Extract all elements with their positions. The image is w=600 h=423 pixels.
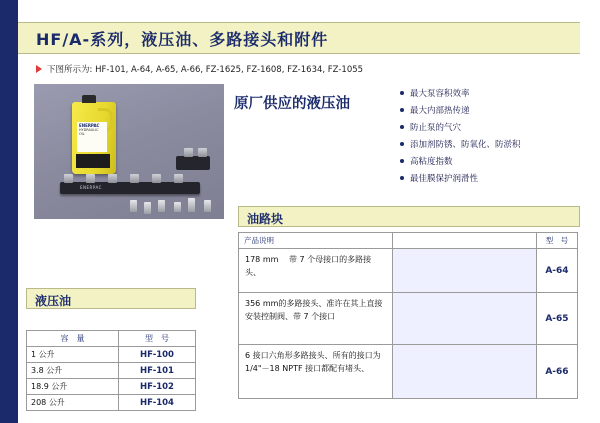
photo-port bbox=[64, 174, 73, 183]
table-row bbox=[27, 363, 196, 379]
cell-model: A-64 bbox=[536, 249, 577, 293]
photo-background bbox=[34, 84, 224, 219]
photo-fitting bbox=[158, 200, 165, 212]
cell-model: HF-102 bbox=[119, 379, 196, 395]
table-header-row bbox=[239, 233, 578, 249]
jug-cap bbox=[82, 95, 96, 103]
section-title-manifold-blocks bbox=[238, 206, 580, 227]
photo-port bbox=[86, 174, 95, 183]
section-title-label: 液压油 bbox=[35, 294, 72, 308]
photo-port bbox=[198, 148, 207, 157]
cell-capacity: 3.8 公升 bbox=[27, 363, 119, 379]
list-item-label: 防止泵的气穴 bbox=[410, 122, 462, 133]
oil-headline: 原厂供应的液压油 bbox=[234, 96, 350, 112]
table-row bbox=[239, 293, 578, 345]
cell-capacity: 1 公升 bbox=[27, 347, 119, 363]
photo-port bbox=[152, 174, 161, 183]
oil-feature-list bbox=[400, 84, 580, 186]
table-row bbox=[27, 379, 196, 395]
subtitle-row bbox=[36, 62, 576, 76]
cell-description: 178 mm 带 7 个母接口的多路接头、 bbox=[239, 249, 393, 293]
cell-capacity: 208 公升 bbox=[27, 395, 119, 411]
column-header-capacity: 容 量 bbox=[27, 331, 119, 347]
manifold-block-table bbox=[238, 232, 578, 399]
jug-label-text: HYDRAULIC OIL bbox=[79, 128, 99, 136]
jug-black-band bbox=[76, 154, 110, 168]
triangle-bullet-icon bbox=[36, 65, 42, 73]
cell-model: A-66 bbox=[536, 345, 577, 399]
bullet-dot-icon bbox=[400, 142, 404, 146]
page-title: HF/A-系列，液压油、多路接头和附件 bbox=[36, 30, 329, 49]
table-row bbox=[27, 395, 196, 411]
bullet-dot-icon bbox=[400, 176, 404, 180]
cell-capacity: 18.9 公升 bbox=[27, 379, 119, 395]
photo-manifold-bar bbox=[60, 182, 200, 194]
bullet-dot-icon bbox=[400, 125, 404, 129]
list-item-label: 最大内部热传递 bbox=[410, 105, 470, 116]
list-item bbox=[400, 152, 580, 169]
photo-port bbox=[174, 174, 183, 183]
list-item bbox=[400, 118, 580, 135]
photo-fitting bbox=[174, 202, 181, 212]
column-header-model: 型 号 bbox=[119, 331, 196, 347]
bullet-dot-icon bbox=[400, 159, 404, 163]
list-item bbox=[400, 135, 580, 152]
section-title-label: 油路块 bbox=[247, 212, 284, 226]
list-item bbox=[400, 84, 580, 101]
photo-block-piece bbox=[176, 156, 210, 170]
photo-port bbox=[108, 174, 117, 183]
table-row bbox=[239, 249, 578, 293]
cell-image bbox=[393, 249, 537, 293]
photo-fitting bbox=[204, 200, 211, 212]
cell-model: HF-104 bbox=[119, 395, 196, 411]
subtitle-text: 下图所示为: HF-101, A-64, A-65, A-66, FZ-1625, FZ-1608, FZ-1634, FZ-1055 bbox=[47, 65, 364, 75]
table-header-row bbox=[27, 331, 196, 347]
cell-image bbox=[393, 293, 537, 345]
list-item-label: 最大泵容积效率 bbox=[410, 88, 470, 99]
jug-label bbox=[77, 122, 107, 152]
cell-description: 6 接口六角形多路接头、所有的接口为 1/4"－18 NPTF 接口都配有堵头、 bbox=[239, 345, 393, 399]
photo-port bbox=[130, 174, 139, 183]
cell-description: 356 mm的多路接头、准许在其上直接安装控制阀、带 7 个接口 bbox=[239, 293, 393, 345]
photo-port bbox=[184, 148, 193, 157]
cell-image bbox=[393, 345, 537, 399]
table-row bbox=[27, 347, 196, 363]
list-item-label: 添加剂防锈、防氧化、防淤积 bbox=[410, 139, 521, 150]
cell-model: A-65 bbox=[536, 293, 577, 345]
table-row bbox=[239, 345, 578, 399]
photo-fitting bbox=[188, 198, 195, 212]
list-item bbox=[400, 101, 580, 118]
section-title-hydraulic-oil bbox=[26, 288, 196, 309]
product-photo bbox=[34, 84, 224, 219]
list-item-label: 高粘度指数 bbox=[410, 156, 453, 167]
list-item-label: 最佳膜保护润滑性 bbox=[410, 173, 479, 184]
manifold-brand-text: ENERPAC bbox=[80, 185, 102, 190]
cell-model: HF-101 bbox=[119, 363, 196, 379]
column-header-image bbox=[393, 233, 537, 249]
bullet-dot-icon bbox=[400, 108, 404, 112]
oil-jug bbox=[72, 102, 116, 174]
list-item bbox=[400, 169, 580, 186]
jug-label-brand: ENERPAC bbox=[79, 123, 100, 128]
column-header-description: 产品说明 bbox=[239, 233, 393, 249]
photo-fitting bbox=[144, 202, 151, 214]
bullet-dot-icon bbox=[400, 91, 404, 95]
cell-model: HF-100 bbox=[119, 347, 196, 363]
hydraulic-oil-table bbox=[26, 330, 196, 411]
photo-fitting bbox=[130, 200, 137, 212]
left-color-band bbox=[0, 0, 18, 423]
column-header-model: 型 号 bbox=[536, 233, 577, 249]
